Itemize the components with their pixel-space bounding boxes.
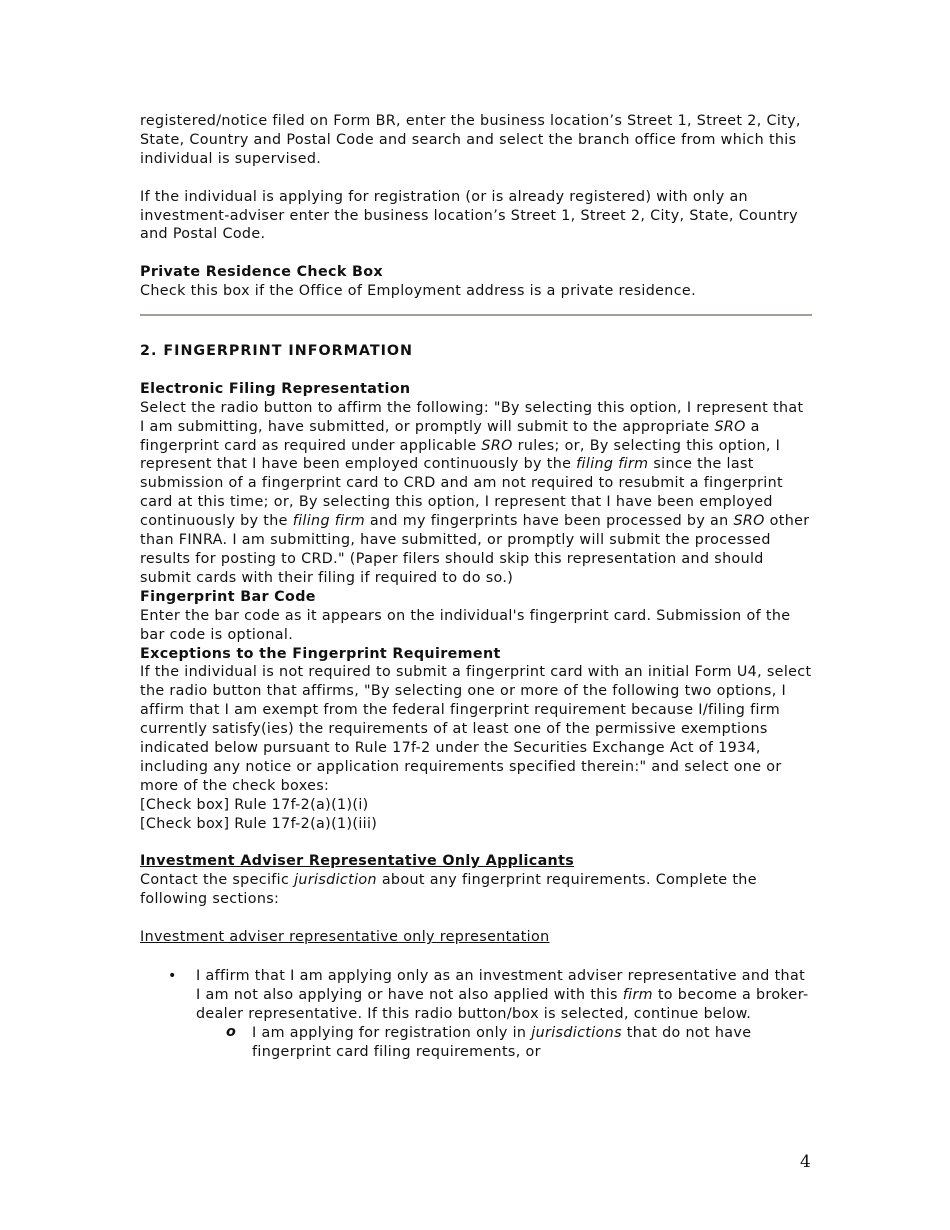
intro-paragraph-1: registered/notice filed on Form BR, enter the business location’s Street 1, Street 2, City, State, Country and Postal Code and search and select the branch office from which this individual is supervised.	[140, 113, 801, 167]
italic-term: SRO	[481, 437, 513, 454]
text-run: I am applying for registration only in	[252, 1024, 532, 1041]
list-item	[196, 967, 812, 1062]
text-run: a fingerprint card as required under applicable	[140, 418, 760, 454]
iar-bullet-list	[140, 967, 812, 1062]
text-run: and my fingerprints have been processed by an	[365, 513, 734, 530]
bar-code-heading: Fingerprint Bar Code	[140, 588, 316, 605]
private-residence-heading: Private Residence Check Box	[140, 264, 383, 281]
text-run: since the last submission of a fingerprint card to CRD and am not required to resubmit a fingerprint card at this time; or, By selecting this option, I represent that I have been employed continuously by the	[140, 456, 783, 530]
check-box-rule-iii: [Check box] Rule 17f-2(a)(1)(iii)	[140, 815, 378, 832]
section-divider	[140, 314, 812, 316]
italic-term: filing firm	[576, 456, 649, 473]
italic-term: filing firm	[292, 513, 365, 530]
bar-code-text: Enter the bar code as it appears on the individual's fingerprint card. Submission of the bar code is optional.	[140, 607, 791, 643]
list-item	[252, 1024, 812, 1062]
exceptions-text: If the individual is not required to submit a fingerprint card with an initial Form U4, select the radio button that affirms, "By selecting one or more of the following two options, I affirm that I am exempt from the federal fingerprint requirement because I/filing firm currently satisfy(ies) the requirements of at least one of the permissive exemptions indicated below pursuant to Rule 17f-2 under the Securities Exchange Act of 1934, including any notice or application requirements specified therein:" and select one or more of the check boxes:	[140, 664, 812, 794]
check-box-rule-i: [Check box] Rule 17f-2(a)(1)(i)	[140, 796, 369, 813]
page-number: 4	[800, 1152, 811, 1172]
text-run: Contact the specific	[140, 872, 295, 889]
iar-sub-list	[196, 1024, 812, 1062]
text-run: rules; or, By selecting this option, I represent that I have been employed continuously by the	[140, 437, 781, 473]
exceptions-heading: Exceptions to the Fingerprint Requirement	[140, 645, 501, 662]
iar-text	[140, 871, 812, 909]
private-residence-text: Check this box if the Office of Employment address is a private residence.	[140, 283, 696, 300]
electronic-filing-text	[140, 399, 812, 588]
text-run: that do not have fingerprint card filing requirements, or	[252, 1024, 752, 1060]
section-title: 2. FINGERPRINT INFORMATION	[140, 343, 414, 360]
text-run: I affirm that I am applying only as an investment adviser representative and that I am not also applying or have not also applied with this	[196, 967, 806, 1003]
text-run: to become a broker-dealer representative. If this radio button/box is selected, continue below.	[196, 986, 809, 1022]
iar-subheading: Investment adviser representative only representation	[140, 929, 550, 946]
italic-term: SRO	[733, 513, 765, 530]
text-run: about any fingerprint requirements. Complete the following sections:	[140, 872, 757, 908]
intro-paragraph-2: If the individual is applying for registration (or is already registered) with only an investment-adviser enter the business location’s Street 1, Street 2, City, State, Country and Postal Code.	[140, 188, 798, 243]
text-run: other than FINRA. I am submitting, have submitted, or promptly will submit the processed results for posting to CRD." (Paper filers should skip this representation and should submit cards with their filing if required to do so.)	[140, 513, 810, 586]
italic-term: firm	[622, 986, 653, 1003]
italic-term: jurisdiction	[294, 872, 377, 889]
italic-term: SRO	[714, 418, 746, 435]
iar-heading: Investment Adviser Representative Only Applicants	[140, 853, 575, 870]
text-run: Select the radio button to affirm the following: "By selecting this option, I represent that I am submitting, have submitted, or promptly will submit to the appropriate	[140, 399, 804, 435]
page-content	[140, 112, 812, 1062]
electronic-filing-heading: Electronic Filing Representation	[140, 380, 411, 397]
italic-term: jurisdictions	[531, 1024, 622, 1041]
